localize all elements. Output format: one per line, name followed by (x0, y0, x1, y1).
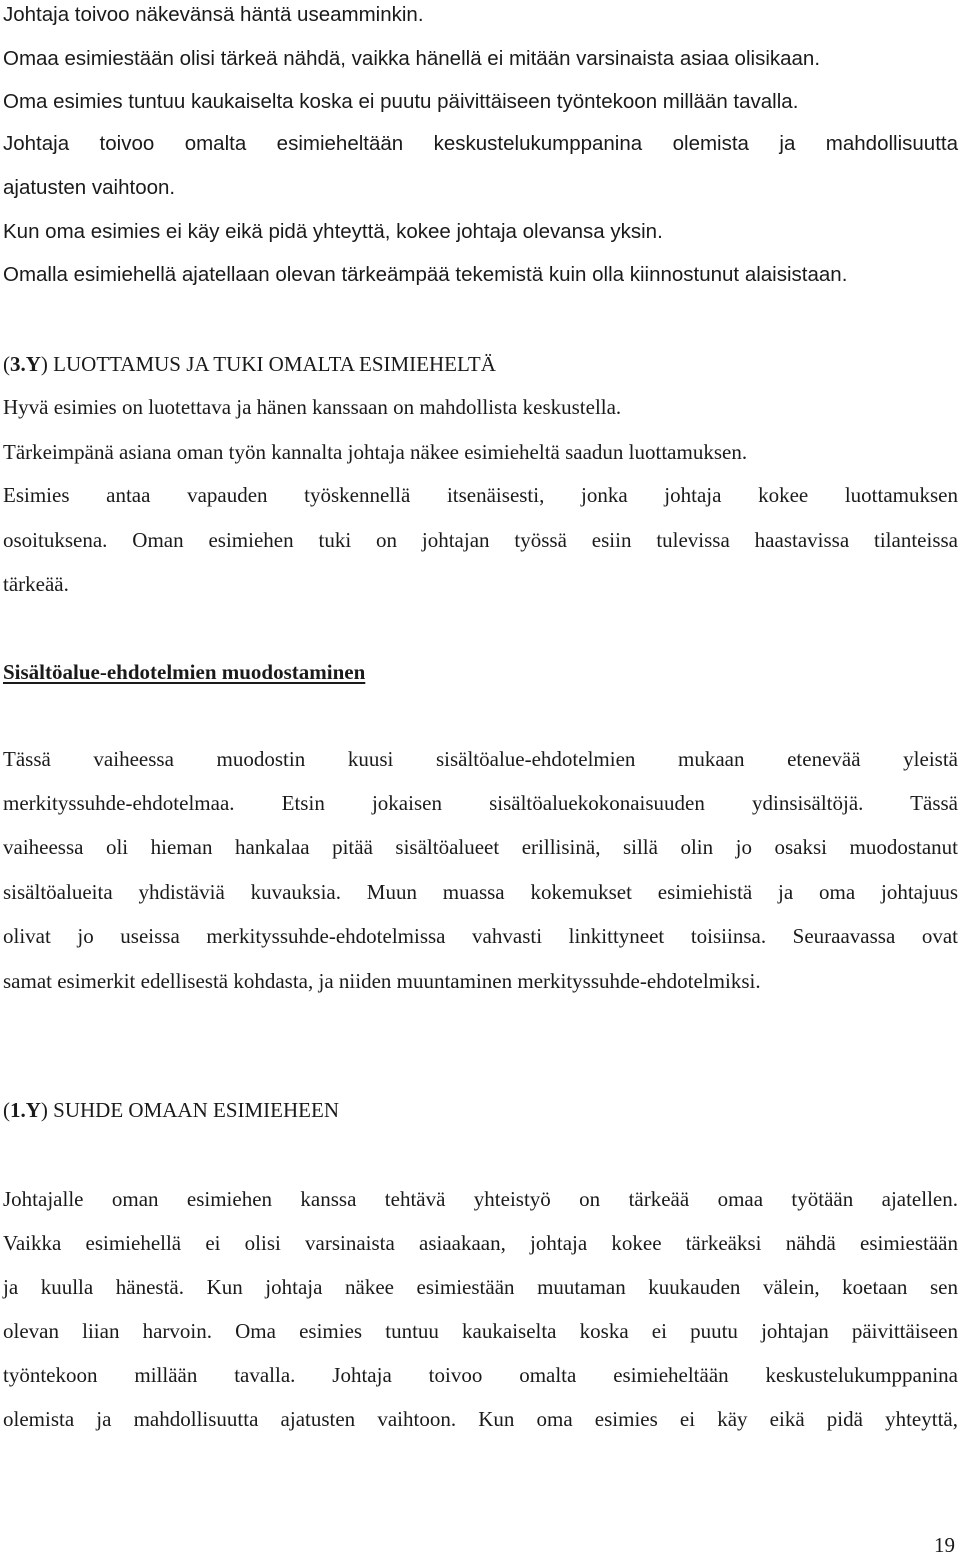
paragraph-line: Tässä vaiheessa muodostin kuusi sisältöalue-ehdotelmien mukaan etenevää yleistä (3, 747, 958, 771)
section-label-1y: (1.Y) SUHDE OMAAN ESIMIEHEEN (3, 1098, 339, 1122)
quote-line: Omaa esimiestään olisi tärkeä nähdä, vaikka hänellä ei mitään varsinaista asiaa olisikaan. (3, 47, 821, 70)
section-heading: Sisältöalue-ehdotelmien muodostaminen (3, 660, 366, 684)
section-line: Esimies antaa vapauden työskennellä itsenäisesti, jonka johtaja kokee luottamuksen (3, 483, 958, 507)
paragraph-line: sisältöalueita yhdistäviä kuvauksia. Muun muassa kokemukset esimiehistä ja oma johtajuus (3, 880, 958, 904)
section-line: työntekoon millään tavalla. Johtaja toivoo omalta esimieheltään keskustelukumppanina (3, 1363, 958, 1387)
quote-line: Omalla esimiehellä ajatellaan olevan tärkeämpää tekemistä kuin olla kiinnostunut alaisistaan. (3, 263, 848, 286)
section-line: ja kuulla hänestä. Kun johtaja näkee esimiestään muutaman kuukauden välein, koetaan sen (3, 1275, 958, 1299)
section-line: olevan liian harvoin. Oma esimies tuntuu kaukaiselta koska ei puutu johtajan päivittäiseen (3, 1319, 958, 1343)
quote-line: Kun oma esimies ei käy eikä pidä yhteyttä, kokee johtaja olevansa yksin. (3, 220, 663, 243)
section-line: olemista ja mahdollisuutta ajatusten vaihtoon. Kun oma esimies ei käy eikä pidä yhteyttä, (3, 1407, 958, 1431)
paragraph-line: vaiheessa oli hieman hankalaa pitää sisältöalueet erillisinä, sillä olin jo osaksi muodostanut (3, 835, 958, 859)
section-line: Johtajalle oman esimiehen kanssa tehtävä yhteistyö on tärkeää omaa työtään ajatellen. (3, 1187, 958, 1211)
quote-line: ajatusten vaihtoon. (3, 176, 176, 199)
quote-line: Johtaja toivoo näkevänsä häntä useamminkin. (3, 3, 424, 26)
quote-line: Johtaja toivoo omalta esimieheltään keskustelukumppanina olemista ja mahdollisuutta (3, 132, 958, 155)
paragraph-line: olivat jo useissa merkityssuhde-ehdotelmissa vahvasti linkittyneet toisiinsa. Seuraavassa ovat (3, 924, 958, 948)
section-line: Tärkeimpänä asiana oman työn kannalta johtaja näkee esimieheltä saadun luottamuksen. (3, 440, 748, 464)
section-line: Vaikka esimiehellä ei olisi varsinaista asiaakaan, johtaja kokee tärkeäksi nähdä esimiestään (3, 1231, 958, 1255)
paragraph-line: merkityssuhde-ehdotelmaa. Etsin jokaisen sisältöaluekokonaisuuden ydinsisältöjä. Tässä (3, 791, 958, 815)
section-line: Hyvä esimies on luotettava ja hänen kanssaan on mahdollista keskustella. (3, 395, 622, 419)
section-label-3y: (3.Y) LUOTTAMUS JA TUKI OMALTA ESIMIEHELTÄ (3, 352, 496, 376)
page-number: 19 (934, 1533, 955, 1557)
section-line: tärkeää. (3, 572, 69, 596)
paragraph-line: samat esimerkit edellisestä kohdasta, ja niiden muuntaminen merkityssuhde-ehdotelmiksi. (3, 969, 761, 993)
section-line: osoituksena. Oman esimiehen tuki on johtajan työssä esiin tulevissa haastavissa tilanteissa (3, 528, 958, 552)
quote-line: Oma esimies tuntuu kaukaiselta koska ei puutu päivittäiseen työntekoon millään tavalla. (3, 90, 799, 113)
